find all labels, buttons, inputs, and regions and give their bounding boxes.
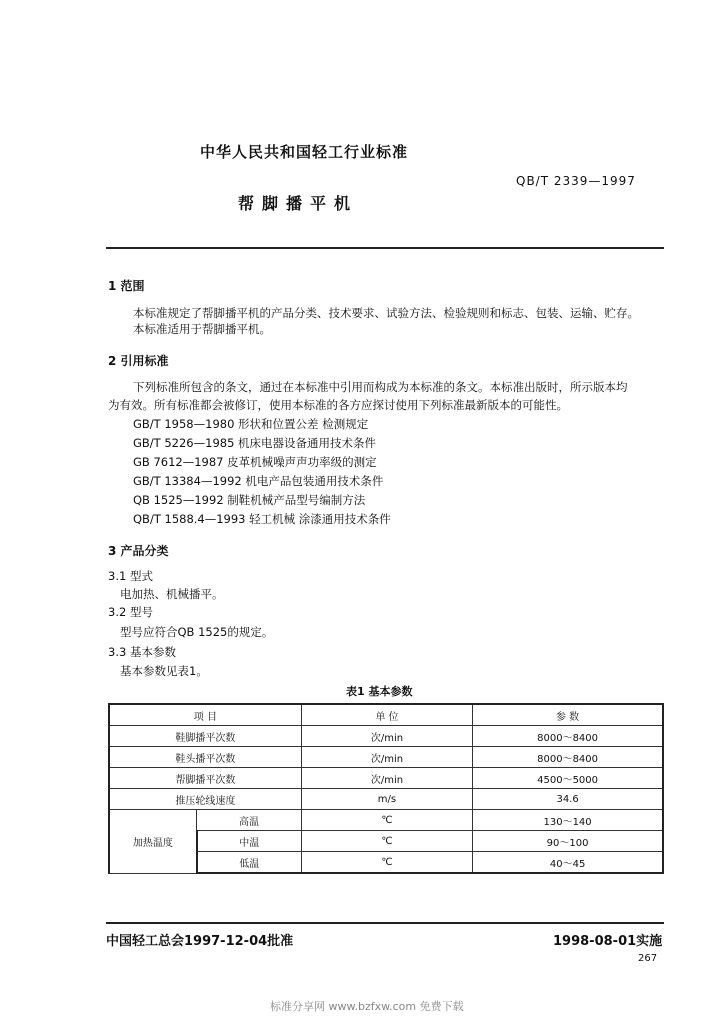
table-header-cell: 单 位 <box>301 704 472 726</box>
table-cell-unit: 次/min <box>301 726 472 747</box>
table-cell-unit: 次/min <box>301 768 472 789</box>
table-cell-value: 8000～8400 <box>473 747 663 768</box>
standard-code: QB/T 2339—1997 <box>516 174 636 188</box>
document-title: 帮脚播平机 <box>238 194 359 213</box>
page-number: 267 <box>638 953 658 964</box>
table-cell-subitem: 低温 <box>197 852 302 874</box>
top-rule <box>106 247 664 249</box>
table-cell-unit: 次/min <box>301 747 472 768</box>
table-cell-value: 130～140 <box>473 810 663 831</box>
table-header-row <box>109 704 663 726</box>
table-cell-value: 90～100 <box>473 831 663 852</box>
section-3-heading: 3 产品分类 <box>108 544 169 558</box>
watermark[interactable]: 标准分享网 www.bzfxw.com 免费下载 <box>270 1000 464 1013</box>
table-cell-value: 40～45 <box>473 852 663 874</box>
section-1-line-1: 本标准规定了帮脚播平机的产品分类、技术要求、试验方法、检验规则和标志、包装、运输、贮存。 <box>133 306 639 320</box>
bottom-rule <box>106 922 664 924</box>
table-cell-unit: ℃ <box>301 831 472 852</box>
table-cell-value: 4500～5000 <box>473 768 663 789</box>
table-cell-unit: m/s <box>301 789 472 810</box>
table-cell-item: 推压轮线速度 <box>109 789 301 810</box>
section-1-line-2: 本标准适用于帮脚播平机。 <box>133 322 271 336</box>
table-cell-item: 帮脚播平次数 <box>109 768 301 789</box>
approval-line: 中国轻工总会1997-12-04批准 <box>106 934 294 949</box>
section-2-heading: 2 引用标准 <box>108 354 169 368</box>
table-row <box>109 726 663 747</box>
table-cell-value: 8000～8400 <box>473 726 663 747</box>
section-2-line-2: 为有效。所有标准都会被修订，使用本标准的各方应探讨使用下列标准最新版本的可能性。 <box>108 398 568 412</box>
reference-item: GB/T 5226—1985 机床电器设备通用技术条件 <box>133 436 377 450</box>
table-cell-unit: ℃ <box>301 852 472 874</box>
table-cell-value: 34.6 <box>473 789 663 810</box>
issuing-org: 中华人民共和国轻工行业标准 <box>200 143 409 161</box>
section-3-3-heading: 3.3 基本参数 <box>108 645 176 659</box>
reference-item: GB/T 13384—1992 机电产品包装通用技术条件 <box>133 474 384 488</box>
table-cell-subitem: 高温 <box>197 810 302 831</box>
reference-item: GB/T 1958—1980 形状和位置公差 检测规定 <box>133 417 369 431</box>
section-3-2-text: 型号应符合QB 1525的规定。 <box>120 625 274 639</box>
table-row <box>109 789 663 810</box>
table-cell-item: 鞋头播平次数 <box>109 747 301 768</box>
table-cell-item: 鞋脚播平次数 <box>109 726 301 747</box>
table-header-cell: 参 数 <box>473 704 663 726</box>
reference-item: QB/T 1588.4—1993 轻工机械 涂漆通用技术条件 <box>133 512 391 526</box>
table-row <box>109 747 663 768</box>
reference-item: QB 1525—1992 制鞋机械产品型号编制方法 <box>133 493 366 507</box>
reference-item: GB 7612—1987 皮革机械噪声声功率级的测定 <box>133 455 377 469</box>
section-3-3-text: 基本参数见表1。 <box>120 664 208 678</box>
table-row <box>109 810 663 831</box>
section-3-2-heading: 3.2 型号 <box>108 605 153 619</box>
table-caption: 表1 基本参数 <box>346 685 413 698</box>
table-cell-heating-label: 加热温度 <box>109 810 197 874</box>
section-3-1-text: 电加热、机械播平。 <box>120 587 224 601</box>
section-1-heading: 1 范围 <box>108 279 145 293</box>
table-cell-subitem: 中温 <box>197 831 302 852</box>
table-header-cell: 项 目 <box>109 704 301 726</box>
implementation-date: 1998-08-01实施 <box>553 934 663 949</box>
section-2-line-1: 下列标准所包含的条文，通过在本标准中引用而构成为本标准的条文。本标准出版时，所示版本均 <box>133 380 628 394</box>
table-row <box>109 768 663 789</box>
section-3-1-heading: 3.1 型式 <box>108 569 153 583</box>
table-cell-unit: ℃ <box>301 810 472 831</box>
parameters-table <box>108 703 664 874</box>
